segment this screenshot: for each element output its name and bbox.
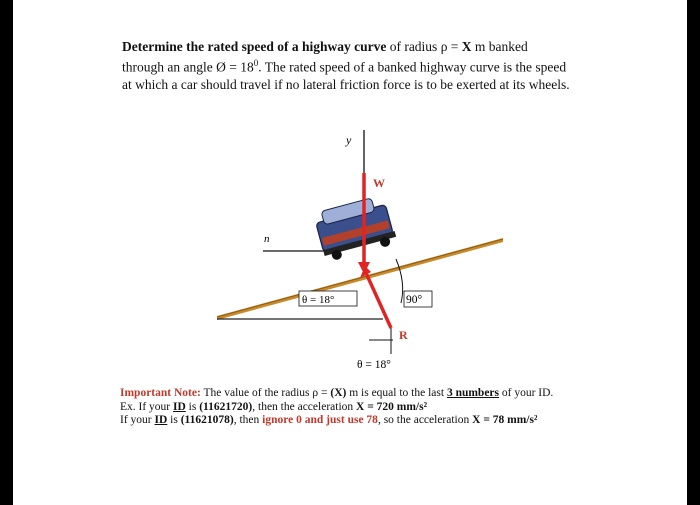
theta-bottom-label: θ = 18°: [357, 359, 391, 371]
note-line-2: Ex. If your ID is (11621720), then the acceleration X = 720 mm/s²: [120, 400, 428, 413]
page: [13, 0, 687, 505]
banked-curve-diagram: [203, 118, 513, 372]
n-axis-label: n: [264, 233, 270, 245]
note-title: Important Note:: [120, 387, 201, 399]
problem-statement: [122, 38, 622, 93]
reaction-label: R: [399, 328, 408, 342]
right-angle-arc: [396, 259, 403, 303]
theta-box-label: θ = 18°: [302, 294, 335, 306]
problem-line-1: Determine the rated speed of a highway curve of radius ρ = X m banked: [122, 39, 528, 54]
car: [313, 194, 398, 262]
reaction-arrow: [366, 273, 391, 328]
problem-lead: Determine the rated speed of a highway curve: [122, 39, 387, 54]
note-line-3: If your ID is (11621078), then ignore 0 and just use 78, so the acceleration X = 78 mm/s²: [120, 414, 538, 426]
y-axis-label: y: [346, 133, 352, 147]
weight-label: W: [373, 176, 385, 190]
note-line-1: Important Note: The value of the radius ρ = (X) m is equal to the last 3 numbers of your ID.: [120, 387, 554, 399]
important-note: [120, 387, 640, 428]
problem-line-2: through an angle Ø = $18^0$. The rated speed of a banked highway curve is the speed: [122, 58, 567, 75]
problem-line-3: at which a car should travel if no lateral friction force is to be exerted at its wheels.: [122, 76, 570, 92]
right-angle-label: 90°: [406, 294, 423, 306]
